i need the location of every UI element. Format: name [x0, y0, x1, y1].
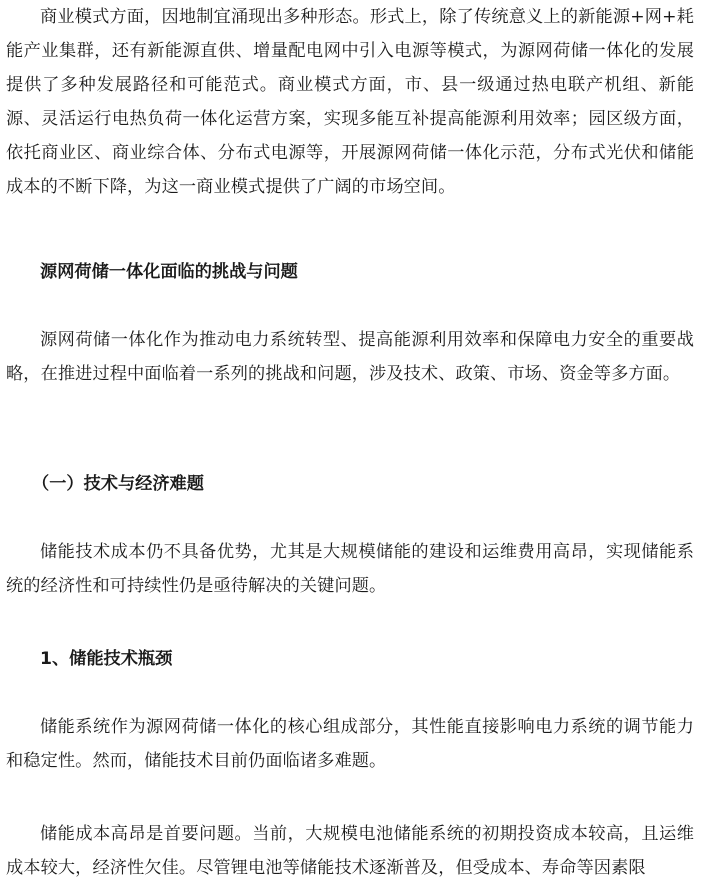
- paragraph-business-model: 商业模式方面，因地制宜涌现出多种形态。形式上，除了传统意义上的新能源+网+耗能产业集群，还有新能源直供、增量配电网中引入电源等模式，为源网荷储一体化的发展提供了多种发展路径和可能范式。商业模式方面，市、县一级通过热电联产机组、新能源、灵活运行电热负荷一体化运营方案，实现多能互补提高能源利用效率；园区级方面，依托商业区、商业综合体、分布式电源等，开展源网荷储一体化示范，分布式光伏和储能成本的不断下降，为这一商业模式提供了广阔的市场空间。: [6, 7, 694, 197]
- paragraph-challenges-intro: 源网荷储一体化作为推动电力系统转型、提高能源利用效率和保障电力安全的重要战略，在推进过程中面临着一系列的挑战和问题，涉及技术、政策、市场、资金等多方面。: [6, 330, 694, 384]
- paragraph-storage-cost: 储能技术成本仍不具备优势，尤其是大规模储能的建设和运维费用高昂，实现储能系统的经济性和可持续性仍是亟待解决的关键问题。: [6, 542, 694, 596]
- paragraph-storage-high-cost: 储能成本高昂是首要问题。当前，大规模电池储能系统的初期投资成本较高，且运维成本较大，经济性欠佳。尽管锂电池等储能技术逐渐普及，但受成本、寿命等因素限: [6, 824, 694, 878]
- subsection-heading-storage-bottleneck: 1、储能技术瓶颈: [40, 649, 173, 669]
- subsection-heading-tech-econ: （一）技术与经济难题: [32, 474, 204, 494]
- section-heading-challenges: 源网荷储一体化面临的挑战与问题: [40, 262, 298, 282]
- paragraph-storage-core: 储能系统作为源网荷储一体化的核心组成部分，其性能直接影响电力系统的调节能力和稳定性。然而，储能技术目前仍面临诸多难题。: [6, 717, 694, 771]
